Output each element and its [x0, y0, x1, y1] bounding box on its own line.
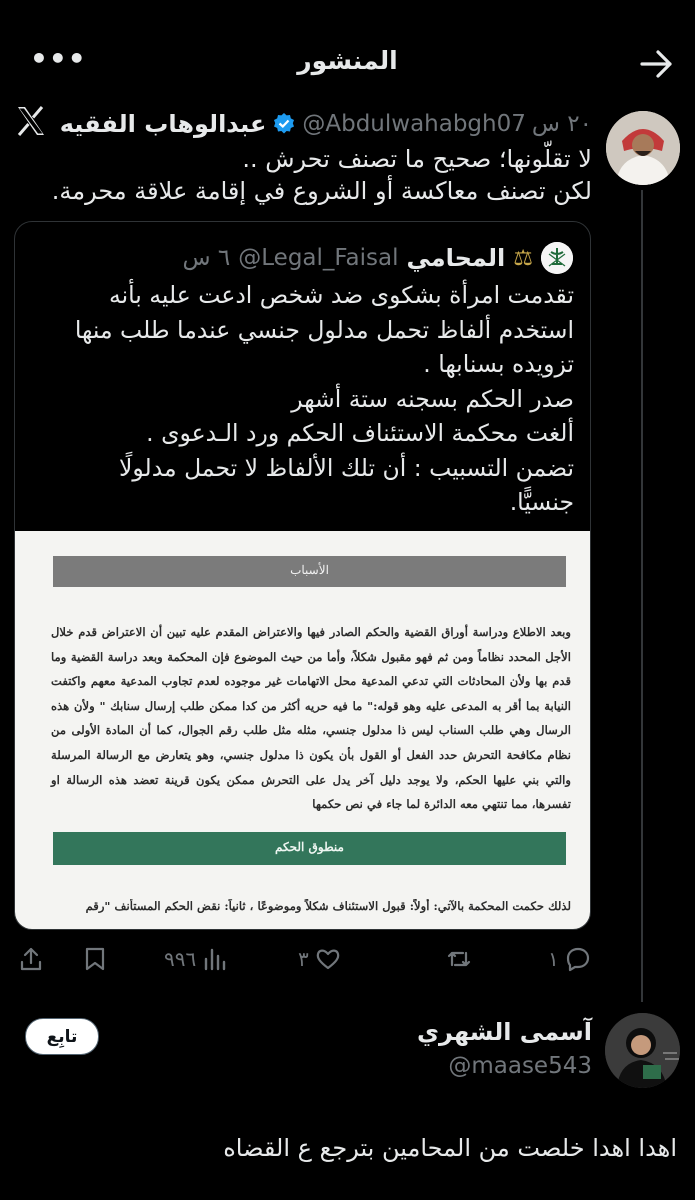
tweet-actions [0, 940, 695, 980]
views-icon [202, 946, 228, 972]
views-button[interactable] [164, 946, 228, 972]
author-avatar[interactable] [606, 111, 680, 185]
reply-author-avatar[interactable] [605, 1013, 680, 1088]
repost-icon [446, 946, 472, 972]
quote-text [29, 278, 574, 520]
likes-count: ٣ [298, 947, 309, 971]
more-options-icon[interactable]: ••• [30, 42, 87, 75]
quote-document-image[interactable] [15, 531, 591, 930]
share-icon [18, 946, 44, 972]
post-header [0, 0, 695, 100]
reply-text: اهدا اهدا خلصت من المحامين بترجع ع القضاه [223, 1134, 677, 1162]
quote-text-line: تقدمت امرأة بشكوى ضد شخص ادعت عليه بأنه [108, 281, 574, 309]
tweet-text-line: لا تقلّونها؛ صحيح ما تصنف تحرش .. [242, 145, 592, 173]
document-section-title: الأسباب [290, 563, 329, 577]
like-button[interactable] [298, 946, 341, 972]
reply-button[interactable] [548, 946, 591, 972]
document-paragraph: وبعد الاطلاع ودراسة أوراق القضية والحكم الصادر فيها والاعتراض المقدم عليه تبين أن الاعتراض قدم خلال الأجل المحدد نظاماً ومن ثم فهو مقبول شكلاً، وأما من حيث الموضوع فإن المحكمة وبعد دراسة القضية وما قدم بها ولأن المحادثات التي تدعي المدعية محل الاتهامات غير موجوده لعدم تجاوب المدعية معهم واكتفت النيابة بما أقر به المدعى عليه وهو قوله:" ما فيه حريه أكثر من كدا ممكن طلب إرسال سنابك " ولأن هذه الرسال وهي طلب السناب ليس ذا مدلول جنسي، مثله مثل طلب رقم الجوال، كما أن المادة الأولى من نظام مكافحة التحرش حدد الفعل أو القول بأن يكون ذا مدلول جنسي، وهو يتعارض مع الرسالة المرسلة والتي بني عليها الحكم، ولا يوجد دليل آخر يدل على التحرش ممكن يكون قرينة تعضد هذه الرسالة او تفسرها، مما تنتهي معه الدائرة لما جاء في نص حكمها [51, 625, 571, 812]
share-button[interactable] [18, 946, 44, 972]
quote-text-line: تزويده بسنابها . [423, 350, 574, 378]
bookmark-button[interactable] [82, 946, 108, 972]
replies-count: ١ [548, 947, 559, 971]
quote-author-handle: @Legal_Faisal [238, 245, 399, 271]
quote-author-name: المحامي [406, 244, 506, 272]
document-verdict-title: منطوق الحكم [275, 840, 344, 854]
document-section-header [53, 556, 566, 587]
quoted-tweet[interactable] [14, 221, 591, 930]
author-handle[interactable]: @Abdulwahabgh07 [302, 111, 526, 137]
document-verdict-header [53, 832, 566, 865]
quote-time: ٦ س [182, 245, 231, 271]
thread-line [641, 190, 643, 1002]
author-name[interactable]: عبدالوهاب الفقيه [59, 110, 267, 138]
quote-text-line: تضمن التسبيب : أن تلك الألفاظ لا تحمل مدلولًا [119, 453, 574, 482]
document-footer-text: لذلك حكمت المحكمة بالآتي: أولاً: قبول الاستئناف شكلاً وموضوعًا ، ثانياً: نقض الحكم المستأنف "رقم [85, 899, 571, 913]
quote-text-line: ألغت محكمة الاستئناف الحكم ورد الـدعوى . [146, 419, 574, 447]
page-title: المنشور [297, 46, 398, 75]
follow-button[interactable]: تابِع [25, 1018, 99, 1055]
bookmark-icon [82, 946, 108, 972]
scale-badge-icon: ⚖ [513, 245, 533, 271]
quote-text-line: استخدم ألفاظ تحمل مدلول جنسي عندما طلب منها [74, 315, 574, 344]
heart-icon [315, 946, 341, 972]
repost-button[interactable] [440, 946, 472, 972]
tweet-text-line: لكن تصنف معاكسة أو الشروع في إقامة علاقة محرمة. [51, 177, 592, 205]
quote-meta [183, 242, 573, 274]
quote-text-line: جنسيًّا. [509, 488, 574, 516]
tweet-text [32, 143, 592, 207]
tweet-meta [60, 110, 592, 138]
views-count: ٩٩٦ [164, 947, 197, 971]
reply-author-name[interactable]: آسمى الشهري [417, 1018, 592, 1046]
reply-author-handle[interactable]: @maase543 [448, 1053, 592, 1079]
reply-bubble-icon [565, 946, 591, 972]
quote-avatar [541, 242, 573, 274]
quote-text-line: صدر الحكم بسجنه ستة أشهر [291, 384, 574, 413]
tweet-time[interactable]: ٢٠ س [531, 111, 592, 137]
verified-badge-icon [272, 112, 296, 136]
x-logo-icon[interactable] [14, 104, 48, 138]
